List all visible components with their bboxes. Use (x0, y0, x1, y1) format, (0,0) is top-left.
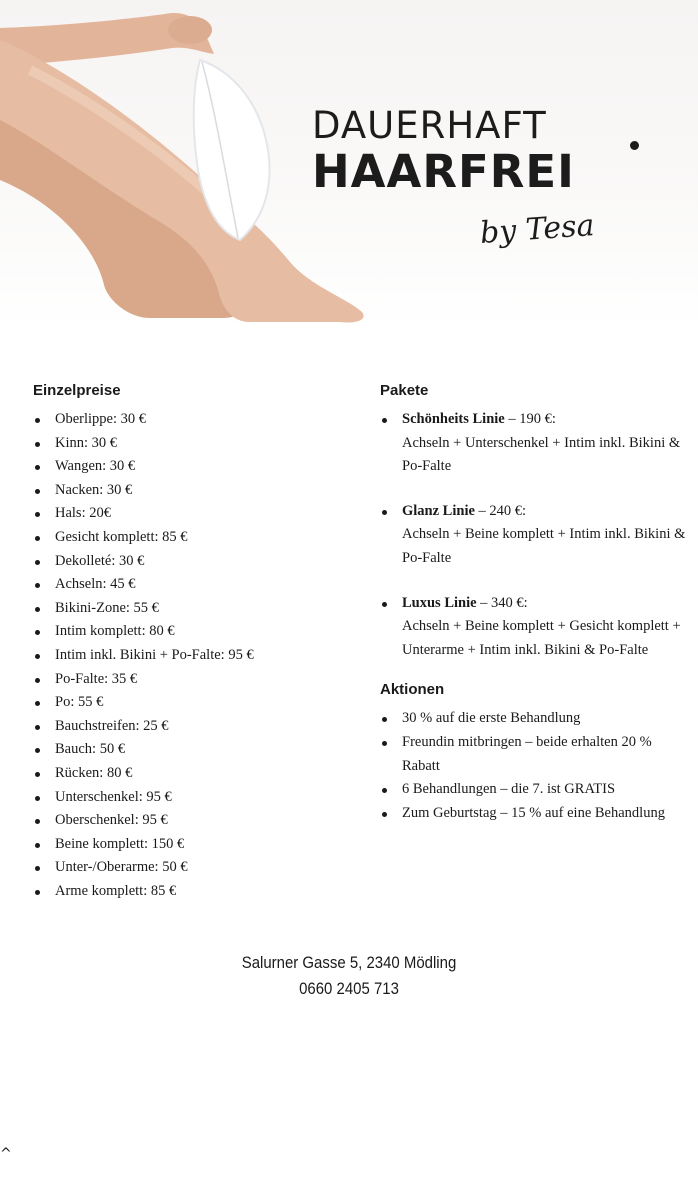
list-item: Intim komplett: 80 € (33, 620, 363, 644)
address-text: Salurner Gasse 5, 2340 Mödling (241, 953, 457, 972)
list-item: 6 Behandlungen – die 7. ist GRATIS (380, 778, 690, 802)
list-item: Unterschenkel: 95 € (33, 786, 363, 810)
list-item: Freundin mitbringen – beide erhalten 20 % Rabatt (380, 731, 690, 778)
list-item: Oberschenkel: 95 € (33, 809, 363, 833)
brand-line-1: DAUERHAFT (312, 104, 547, 147)
list-item: Arme komplett: 85 € (33, 880, 363, 904)
package-name: Luxus Linie (402, 594, 477, 611)
phone-text: 0660 2405 713 (299, 979, 399, 998)
brand-logo (312, 104, 642, 251)
einzelpreise-heading: Einzelpreise (33, 382, 121, 399)
corner-mark: ^ (0, 1146, 12, 1162)
package-item (380, 408, 690, 479)
list-item: Nacken: 30 € (33, 479, 363, 503)
aktionen-heading: Aktionen (380, 681, 445, 699)
pakete-aktionen-section (380, 380, 690, 825)
aktionen-list (380, 707, 690, 825)
list-item: Unter-/Oberarme: 50 € (33, 856, 363, 880)
logo-dot (630, 141, 639, 150)
brand-line-2: HAARFREI (312, 145, 575, 198)
package-price: – 240 €: (474, 502, 527, 519)
package-price: – 340 €: (476, 594, 528, 611)
hero-banner (0, 0, 698, 330)
list-item: Bikini-Zone: 55 € (33, 597, 363, 621)
list-item: Oberlippe: 30 € (33, 408, 363, 432)
list-item: Achseln: 45 € (33, 573, 363, 597)
contact-footer (42, 950, 656, 1002)
list-item: Hals: 20€ (33, 502, 363, 526)
package-description: Achseln + Beine komplett + Gesicht komplett + Unterarme + Intim inkl. Bikini & Po-Falte (402, 618, 681, 658)
list-item: Beine komplett: 150 € (33, 833, 363, 857)
list-item: 30 % auf die erste Behandlung (380, 707, 690, 731)
list-item: Zum Geburtstag – 15 % auf eine Behandlung (380, 802, 690, 826)
pakete-list (380, 408, 690, 662)
einzelpreise-list (33, 408, 363, 903)
list-item: Gesicht komplett: 85 € (33, 526, 363, 550)
package-price: – 190 €: (504, 411, 556, 427)
list-item: Wangen: 30 € (33, 455, 363, 479)
list-item: Kinn: 30 € (33, 432, 363, 456)
list-item: Po-Falte: 35 € (33, 668, 363, 692)
list-item: Bauch: 50 € (33, 738, 363, 762)
einzelpreise-section (33, 380, 363, 903)
package-description: Achseln + Beine komplett + Intim inkl. Bikini & Po-Falte (402, 526, 686, 566)
list-item: Bauchstreifen: 25 € (33, 715, 363, 739)
pakete-heading: Pakete (380, 382, 429, 399)
package-name: Schönheits Linie (402, 411, 505, 427)
list-item: Dekolleté: 30 € (33, 550, 363, 574)
package-name: Glanz Linie (402, 502, 475, 519)
list-item: Rücken: 80 € (33, 762, 363, 786)
list-item: Intim inkl. Bikini + Po-Falte: 95 € (33, 644, 363, 668)
package-description: Achseln + Unterschenkel + Intim inkl. Bikini & Po-Falte (402, 434, 681, 475)
brand-byline: by Tesa (478, 208, 596, 251)
package-item (380, 500, 690, 571)
package-item (380, 592, 690, 663)
list-item: Po: 55 € (33, 691, 363, 715)
